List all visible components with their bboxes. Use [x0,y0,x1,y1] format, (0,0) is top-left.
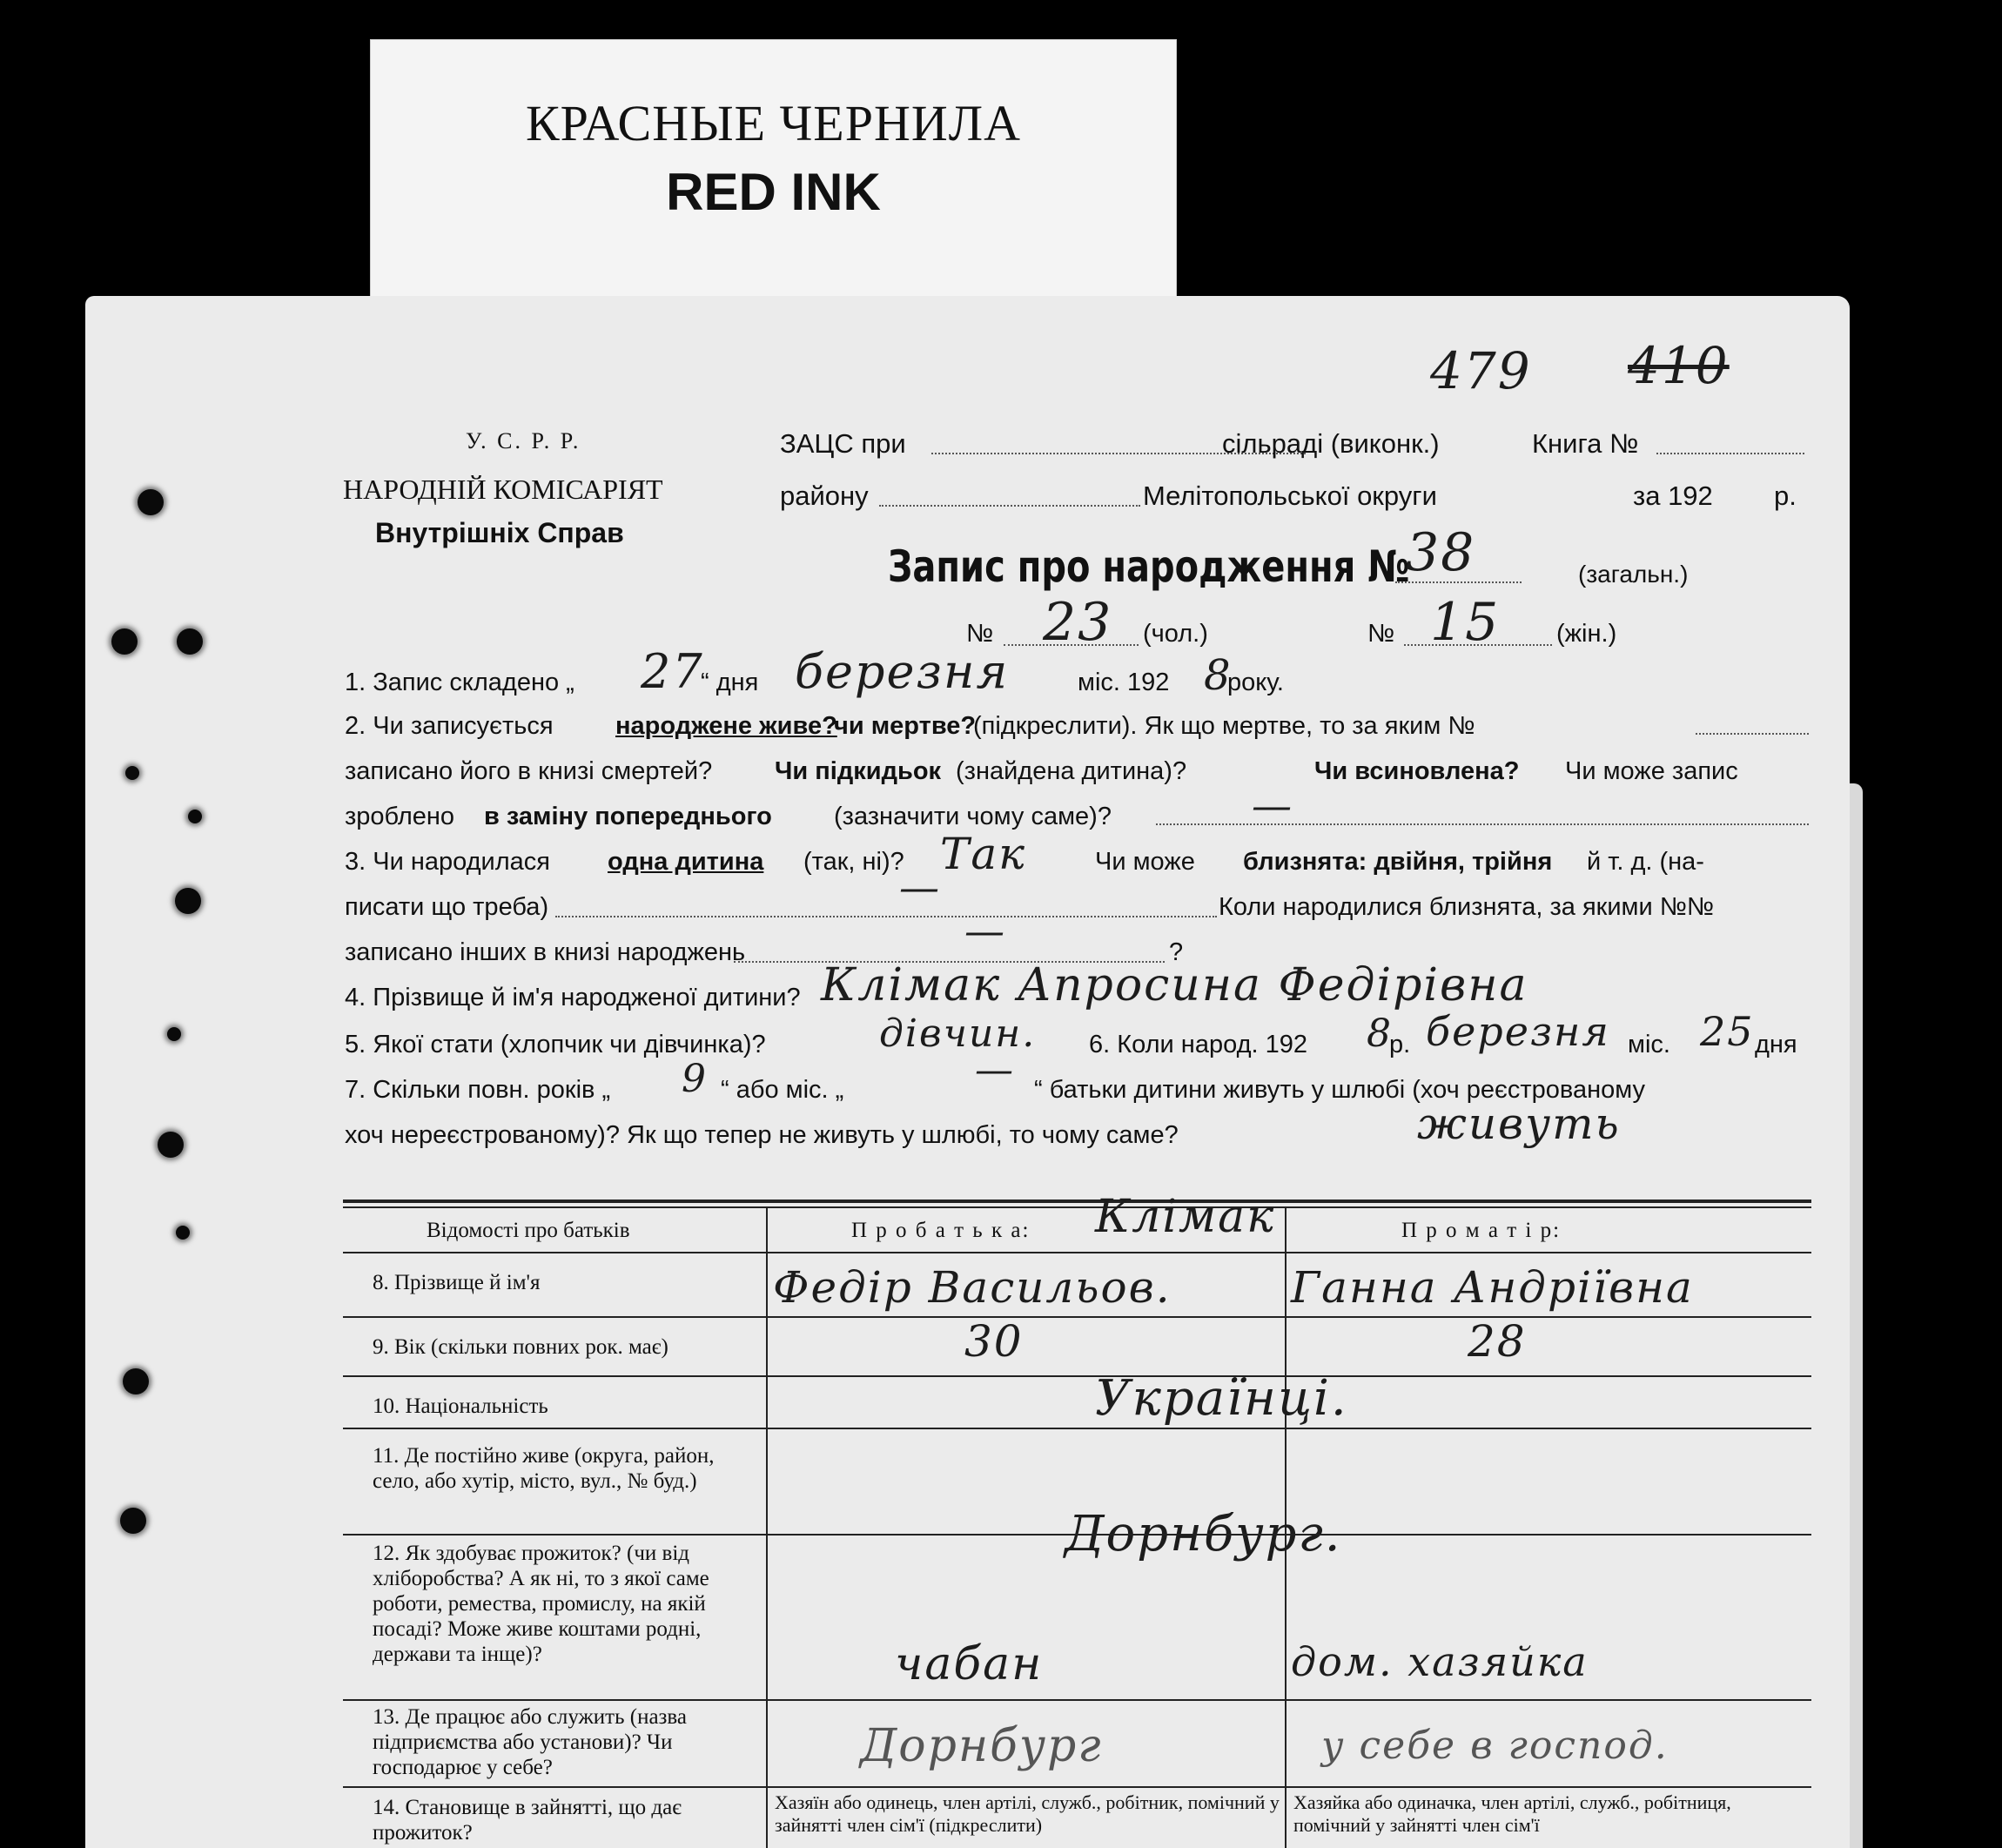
row-13-mother: у себе в господ. [1321,1724,1669,1768]
q3-label-3: Чи може [1095,848,1195,876]
q4-child-name: Клімак Апросина Федірівна [821,959,1528,1011]
row-11-label: 11. Де постійно живе (округа, район, село, або хутір, місто, вул., № буд.) [373,1444,715,1493]
header-commissariat: НАРОДНІЙ КОМІСАРІЯТ [343,474,663,505]
punch-hole [138,489,164,515]
q7-months: — [975,1048,1015,1092]
punch-hole [158,1132,184,1158]
table-header-mother: П р о м а т і р: [1401,1219,1562,1242]
q2-label-6: зроблено [345,803,455,830]
row-13-label: 13. Де працює або служить (назва підприємства або установи)? Чи господарює у себе? [373,1705,687,1779]
q7-answer: живуть [1417,1099,1621,1149]
punch-hole [125,766,139,780]
punch-hole [177,628,203,655]
q1-label: 1. Запис складено „ [345,669,574,696]
q1-label-3: міс. 192 [1078,669,1170,696]
row-12-father: чабан [895,1638,1044,1690]
q1-month: березня [795,644,1010,699]
q3-label-6: Коли народилися близнята, за якими №№ [1219,893,1714,921]
label-english: RED INK [666,163,881,221]
q7-label-4: хоч нереєстрованому)? Як що тепер не живуть у шлюбі, то чому саме? [345,1121,1179,1149]
q3-single-child: одна дитина [608,848,764,876]
header-silrada: сільраді (виконк.) [1222,428,1440,459]
q2-label-4: (знайдена дитина)? [956,757,1187,785]
record-number-male-label: (чол.) [1143,620,1208,648]
q2-label-7: (зазначити чому саме)? [834,803,1112,830]
archive-number-2: 410 [1628,336,1730,395]
q3-label-2: (так, ні)? [803,848,904,876]
row-12-label: 12. Як здобуває прожиток? (чи від хліборобства? А як ні, то з якої саме роботи, ремества, промислу, на якій посаді? Може живе коштами родні, держави та інще)? [373,1542,709,1666]
header-zags: ЗАЦС при [780,428,906,459]
q2-foundling: Чи підкидьок [775,757,942,785]
archive-number-1: 479 [1430,341,1532,400]
birth-record-sheet [85,296,1850,1848]
punch-hole [111,628,138,655]
header-okruga: Мелітопольської округи [1143,480,1437,511]
q6-year: 8 [1367,1011,1393,1056]
q1-day: 27 [641,644,704,699]
q2-born-alive: народжене живе? [615,712,837,740]
q7-label: 7. Скільки повн. років „ [345,1076,611,1104]
header-internal-affairs: Внутрішніх Справ [375,517,624,548]
row-10-value: Українці. [1095,1370,1348,1427]
row-10-label: 10. Національність [373,1394,548,1418]
q6-label-2: р. [1389,1031,1411,1058]
q2-answer: — [1252,782,1293,829]
record-number-total-label: (загальн.) [1578,561,1689,588]
q1-label-2: “ дня [701,669,759,696]
row-14-label: 14. Становище в зайнятті, що дає прожиток? [373,1796,682,1845]
punch-hole [176,1226,190,1240]
header-book: Книга № [1532,428,1639,459]
table-header-father: П р о б а т ь к а: [851,1219,1031,1242]
q5-sex: дівчин. [879,1011,1037,1056]
punch-hole [120,1508,146,1534]
row-8-father: Федір Васильов. [773,1262,1172,1313]
q3-dash-2: — [964,907,1006,954]
row-14-father: Хазяїн або одинець, член артілі, служб., робітник, помічний у зайнятті член сім'ї (підкреслити) [775,1791,1280,1836]
record-number-total: 38 [1406,522,1476,583]
q2-replacement: в заміну попереднього [484,803,772,830]
q6-label: 6. Коли народ. 192 [1089,1031,1307,1058]
q2-stillborn: чи мертве? [834,712,977,740]
punch-hole [123,1368,149,1394]
record-number-female-label: (жін.) [1556,620,1617,648]
q6-month: березня [1426,1008,1610,1055]
row-14-mother: Хазяйка або одиначка, член артілі, служб., робітниця, помічний у зайнятті член сім'ї [1293,1791,1731,1836]
q3-label-7: записано інших в книзі народжень [345,938,746,966]
q3-label-4: й т. д. (на- [1587,848,1704,876]
q6-label-3: міс. [1628,1031,1670,1058]
q3-dash-1: — [899,864,941,911]
q7-label-3: “ батьки дитини живуть у шлюбі (хоч реєстрованому [1034,1076,1645,1104]
q6-label-4: дня [1755,1031,1797,1058]
header-year-suffix: р. [1774,480,1797,511]
row-9-mother: 28 [1468,1316,1527,1367]
label-russian: КРАСНЫЕ ЧЕРНИЛА [526,95,1021,151]
q3-label: 3. Чи народилася [345,848,550,876]
row-13-father: Дорнбург [860,1720,1103,1772]
record-number-male-prefix: № [966,620,994,648]
record-number-female: 15 [1430,592,1501,653]
q2-label-2: (підкреслити). Як що мертве, то за яким № [973,712,1475,740]
row-12-mother: дом. хазяйка [1291,1638,1589,1685]
table-family-surname: Клімак [1095,1191,1276,1243]
punch-hole [167,1027,181,1041]
q2-label-3: записано його в книзі смертей? [345,757,713,785]
red-ink-label [370,39,1177,302]
q3-label-8: ? [1169,938,1184,966]
q7-years: 9 [682,1057,708,1101]
record-number-male: 23 [1043,592,1113,653]
row-9-father: 30 [964,1316,1024,1367]
row-11-value: Дорнбург. [1065,1506,1342,1562]
punch-hole [175,888,201,914]
q3-answer: Так [940,829,1027,879]
table-header-parents: Відомості про батьків [427,1219,630,1242]
q3-label-5: писати що треба) [345,893,549,921]
row-8-mother: Ганна Андріївна [1291,1262,1694,1313]
q2-label: 2. Чи записується [345,712,554,740]
q2-label-5: Чи може запис [1565,757,1738,785]
q3-twins: близнята: двійня, трійня [1243,848,1553,876]
q7-label-2: “ або міс. „ [721,1076,844,1104]
record-number-female-prefix: № [1367,620,1395,648]
q1-label-4: року. [1227,669,1284,696]
q1-year: 8 [1204,651,1233,700]
header-year: за 192 [1633,480,1713,511]
row-8-label: 8. Прізвище й ім'я [373,1271,541,1294]
q2-adopted: Чи всиновлена? [1314,757,1520,785]
punch-hole [188,810,202,823]
q5-label: 5. Якої стати (хлопчик чи дівчинка)? [345,1031,766,1058]
header-ussr: У. С. Р. Р. [466,428,581,454]
header-rayon: району [780,480,869,511]
row-9-label: 9. Вік (скільки повних рок. має) [373,1335,668,1359]
q4-label: 4. Прізвище й ім'я народженої дитини? [345,984,801,1011]
record-title: Запис про народження № [888,541,1410,592]
q6-day: 25 [1700,1008,1755,1055]
